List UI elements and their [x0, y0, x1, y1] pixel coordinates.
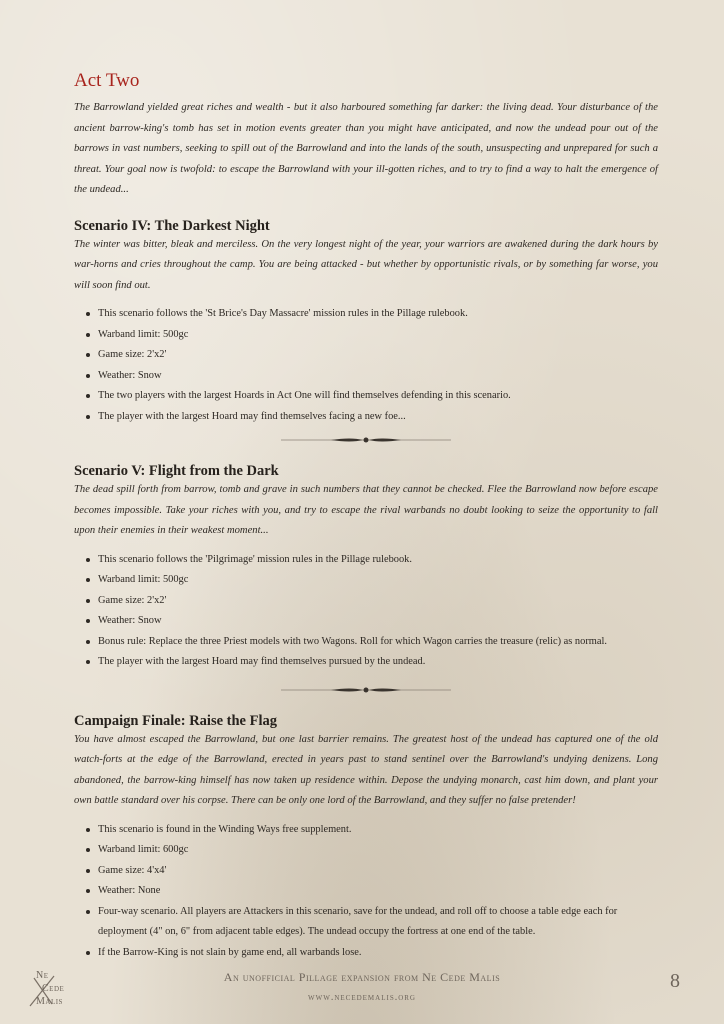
- rule-item: The two players with the largest Hoards in Act One will find themselves defending in this scenario.: [74, 386, 658, 407]
- rule-item: This scenario follows the 'St Brice's Day Massacre' mission rules in the Pillage rulebook.: [74, 304, 658, 325]
- scenario-intro: You have almost escaped the Barrowland, but one last barrier remains. The greatest host of the undead has captured one of the old watch-forts at the edge of the Barrowland, erected in years past to stand sentinel over the Barrowland's undying denizens. Long abandoned, the barrow-king himself has now taken up residence within. Depose the undying monarch, cast him down, and plant your own battle standard over his corpse. There can be only one lord of the Barrowland, and they suffer no false pretender!: [74, 733, 658, 806]
- page-number: 8: [670, 970, 680, 992]
- rule-item: The player with the largest Hoard may find themselves pursued by the undead.: [74, 652, 658, 673]
- scenario-title: Campaign Finale: Raise the Flag: [74, 712, 277, 729]
- rules-list: [74, 820, 658, 964]
- scenario-title: Scenario V: Flight from the Dark: [74, 463, 279, 479]
- scenario-title: Scenario IV: The Darkest Night: [74, 217, 270, 234]
- rule-item: If the Barrow-King is not slain by game end, all warbands lose.: [74, 943, 658, 964]
- rule-item: Weather: Snow: [74, 366, 658, 387]
- ornamental-divider: [74, 435, 658, 445]
- ornamental-divider: [74, 685, 658, 695]
- footer-tagline: An unofficial Pillage expansion from Ne Cede Malis: [223, 970, 501, 984]
- scenario-section: [74, 713, 658, 964]
- page-footer: [0, 970, 724, 1020]
- act-intro: The Barrowland yielded great riches and wealth - but it also harboured something far darker: the living dead. Your disturbance of the ancient barrow-king's tomb has set in motion events greater than you might have anticipated, and now the undead pour out of the barrows in vast numbers, seeking to spill out of the Barrowland and into the lands of the south, unsuspecting and unprepared for such a threat. Your goal now is twofold: to escape the Barrowland with your ill-gotten riches, and to try to find a way to halt the emergence of the undead...: [74, 102, 658, 195]
- scenario-section: [74, 218, 658, 428]
- page-content: [74, 70, 658, 963]
- rules-list: [74, 304, 658, 427]
- footer-website[interactable]: www.necedemalis.org: [308, 992, 416, 1003]
- rule-item: The player with the largest Hoard may find themselves facing a new foe...: [74, 407, 658, 428]
- rule-item: Bonus rule: Replace the three Priest models with two Wagons. Roll for which Wagon carries the treasure (relic) as normal.: [74, 632, 658, 653]
- scenario-intro: The dead spill forth from barrow, tomb and grave in such numbers that they cannot be checked. Flee the Barrowland now before escape becomes impossible. Take your riches with you, and try to escape the rival warbands no doubt looking to seize the opportunity to fall upon their enemies in their weakest moment...: [74, 484, 658, 536]
- rule-item: Warband limit: 500gc: [74, 325, 658, 346]
- logo-text: Ne: [36, 970, 49, 981]
- rule-item: This scenario is found in the Winding Ways free supplement.: [74, 820, 658, 841]
- logo-text: Malis: [36, 996, 63, 1007]
- rules-list: [74, 550, 658, 673]
- rule-item: Weather: None: [74, 881, 658, 902]
- scenario-intro: The winter was bitter, bleak and merciless. On the very longest night of the year, your warriors are awakened during the dark hours by war-horns and cries throughout the camp. You are being attacked - but whether by opportunistic rivals, or by something far worse, you will soon find out.: [74, 238, 658, 291]
- rule-item: This scenario follows the 'Pilgrimage' mission rules in the Pillage rulebook.: [74, 550, 658, 571]
- logo-text: Cede: [42, 983, 65, 994]
- act-title: Act Two: [74, 70, 140, 91]
- rule-item: Game size: 2'x2': [74, 591, 658, 612]
- rule-item: Game size: 4'x4': [74, 861, 658, 882]
- scenario-section: [74, 463, 658, 673]
- rule-item: Warband limit: 500gc: [74, 570, 658, 591]
- rule-item: Weather: Snow: [74, 611, 658, 632]
- rule-item: Game size: 2'x2': [74, 345, 658, 366]
- rule-item: Warband limit: 600gc: [74, 840, 658, 861]
- rule-item: Four-way scenario. All players are Attackers in this scenario, save for the undead, and roll off to choose a table edge each for deployment (4" on, 6" from adjacent table edges). The undead occupy the fortress at one end of the table.: [74, 902, 658, 943]
